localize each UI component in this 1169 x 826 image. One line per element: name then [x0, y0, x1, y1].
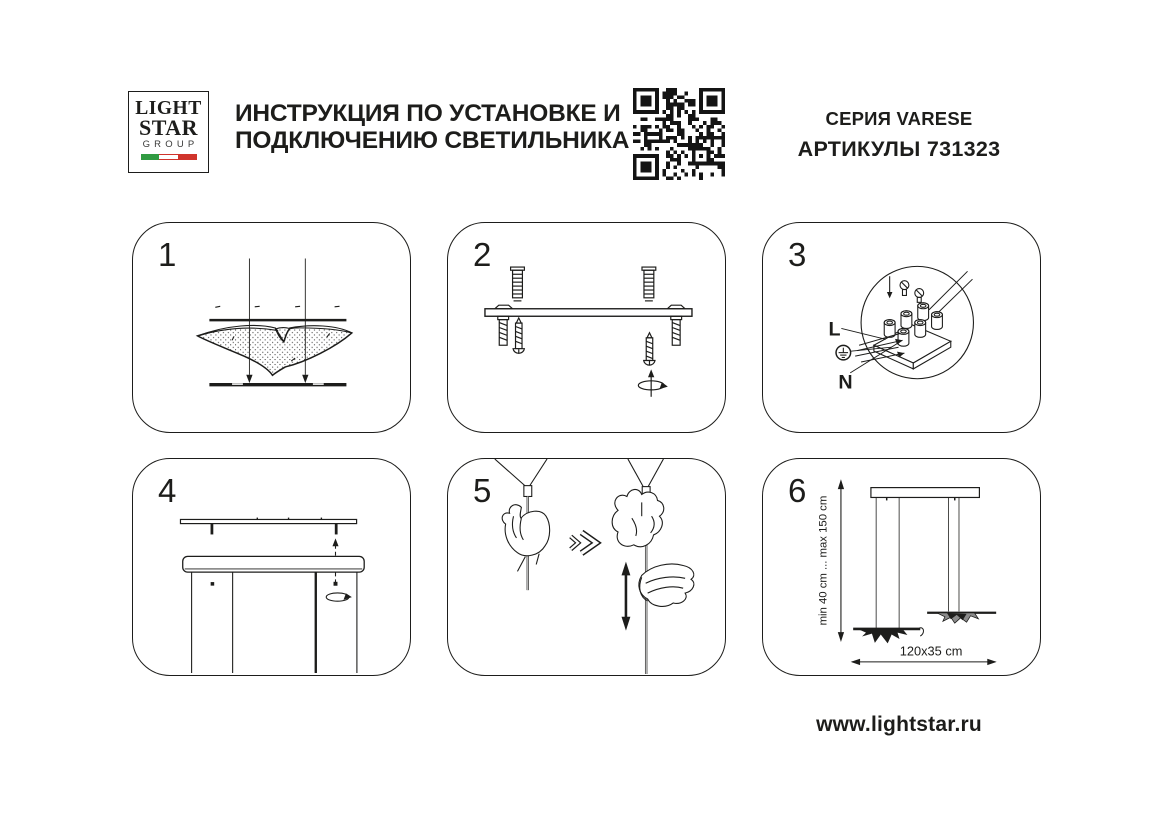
leaf-shade	[198, 325, 352, 375]
logo-star: STAR	[138, 115, 199, 140]
mounting-bar	[485, 309, 692, 316]
cords	[876, 497, 959, 628]
screw-shaft	[498, 316, 509, 345]
title-line-1: ИНСТРУКЦИЯ ПО УСТАНОВКЕ И	[235, 100, 621, 127]
product-info	[757, 108, 1041, 162]
step-panel-3	[762, 222, 1041, 433]
height-dimension-label: min 40 cm ... max 150 cm	[817, 495, 830, 626]
step-panel-1	[132, 222, 411, 433]
screw-icon	[644, 333, 655, 366]
screw-shaft	[671, 316, 682, 345]
logo-group: GROUP	[142, 139, 199, 150]
wiring-figure	[763, 223, 1039, 431]
hanging-cords	[192, 572, 357, 673]
step-number-5: 5	[473, 472, 492, 509]
series-label: СЕРИЯ VARESE	[825, 108, 973, 129]
terminal-block	[874, 303, 951, 369]
screw-icon	[513, 318, 524, 354]
step-panel-6	[762, 458, 1041, 676]
line-label: L	[828, 318, 841, 341]
holding-hand	[612, 489, 664, 546]
canopy	[183, 556, 364, 572]
step-number-2: 2	[473, 236, 492, 273]
width-dimension-arrow	[851, 659, 997, 665]
italian-flag-icon	[141, 154, 197, 160]
rotation-arrow-icon	[638, 369, 667, 396]
ceiling-marks	[215, 306, 339, 307]
logo-light: LIGHT	[135, 98, 202, 119]
page-title	[235, 101, 629, 154]
dimensions-figure	[763, 459, 1039, 674]
canopy	[871, 488, 979, 498]
cord-adjustment-figure	[448, 459, 724, 674]
website-url: www.lightstar.ru	[816, 713, 982, 736]
mounting-bar-figure	[448, 223, 724, 431]
wall-anchor-icon	[511, 267, 525, 301]
ground-icon	[836, 345, 851, 360]
gripping-hand	[502, 505, 549, 572]
canopy-mounting-figure	[133, 459, 409, 674]
cord-lock	[211, 582, 215, 586]
mounting-bar	[180, 519, 356, 523]
down-arrows	[246, 375, 308, 383]
step-number-4: 4	[158, 472, 177, 509]
step-panel-4	[132, 458, 411, 676]
right-shade	[927, 613, 996, 623]
lightstar-logo	[128, 91, 209, 173]
terminal-screws	[900, 281, 924, 303]
width-dimension-label: 120x35 cm	[899, 643, 963, 659]
wall-anchor-icon	[642, 267, 656, 301]
pull-arrow-icon	[622, 562, 631, 631]
height-dimension-arrow	[838, 479, 844, 642]
left-shade	[853, 628, 923, 644]
rotation-arrow-icon	[326, 593, 352, 601]
step-panel-2	[447, 222, 726, 433]
studs	[212, 524, 336, 535]
articles-label: АРТИКУЛЫ 731323	[797, 137, 1001, 161]
neutral-label: N	[838, 371, 853, 394]
shade-assembly-figure	[133, 223, 409, 431]
qr-code-icon	[633, 88, 725, 180]
step-panel-5	[447, 458, 726, 676]
step-number-1: 1	[158, 236, 177, 273]
title-line-2: ПОДКЛЮЧЕНИЮ СВЕТИЛЬНИКА	[235, 126, 630, 154]
step-number-3: 3	[788, 236, 807, 273]
insert-arrow-icon	[887, 276, 893, 298]
next-step-arrow-icon	[571, 532, 597, 553]
step-number-6: 6	[788, 472, 807, 509]
